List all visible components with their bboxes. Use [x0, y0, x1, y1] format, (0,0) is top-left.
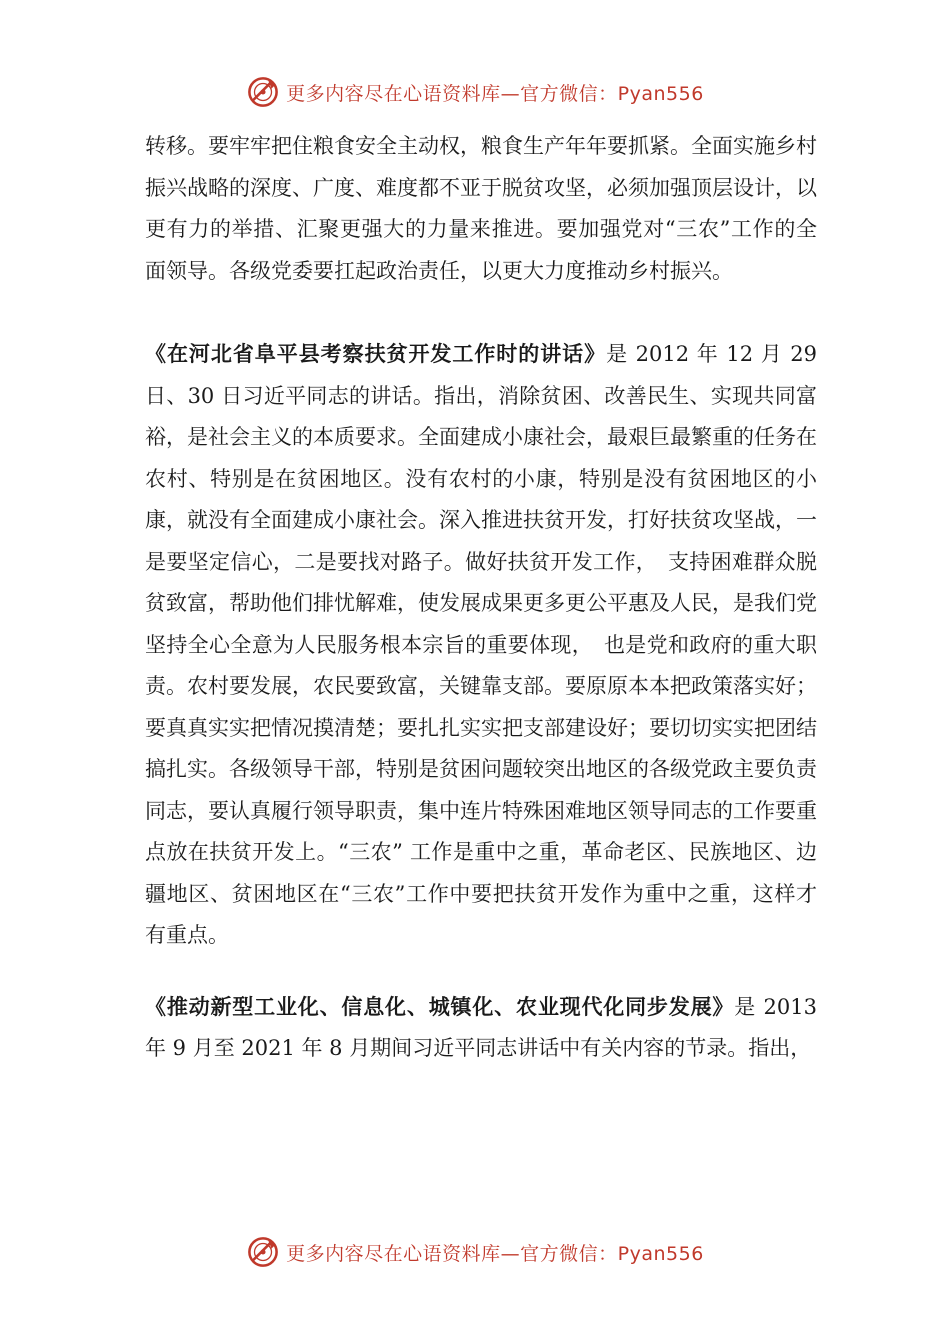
paragraph-3	[145, 987, 817, 1070]
paragraph-3-title: 《推动新型工业化、信息化、城镇化、农业现代化同步发展》	[145, 994, 735, 1019]
seal-logo-icon	[246, 75, 280, 109]
seal-logo-icon	[246, 1235, 280, 1269]
watermark-text: 更多内容尽在心语资料库—官方微信：Pyan556	[286, 1242, 704, 1265]
footer-watermark	[0, 1232, 950, 1272]
paragraph-1	[145, 126, 817, 292]
paragraph-2-body: 是 2012 年 12 月 29 日、30 日习近平同志的讲话。指出，消除贫困、改善民生、实现共同富裕，是社会主义的本质要求。全面建成小康社会，最艰巨最繁重的任务在农村、特别是在贫困地区。没有农村的小康，特别是没有贫困地区的小康，就没有全面建成小康社会。深入推进扶贫开发，打好扶贫攻坚战，一是要坚定信心，二是要找对路子。做好扶贫开发工作， 支持困难群众脱贫致富，帮助他们排忧解难，使发展成果更多更公平惠及人民，是我们党坚持全心全意为人民服务根本宗旨的重要体现， 也是党和政府的重大职责。农村要发展，农民要致富，关键靠支部。要原原本本把政策落实好；要真真实实把情况摸清楚；要扎扎实实把支部建设好；要切切实实把团结搞扎实。各级领导干部，特别是贫困问题较突出地区的各级党政主要负责同志，要认真履行领导职责，集中连片特殊困难地区领导同志的工作要重点放在扶贫开发上。“三农” 工作是重中之重，革命老区、民族地区、边疆地区、贫困地区在“三农”工作中要把扶贫开发作为重中之重，这样才有重点。	[145, 342, 818, 947]
paragraph-3-body: 是 2013 年 9 月至 2021 年 8 月期间习近平同志讲话中有关内容的节录。指出，	[145, 994, 817, 1060]
header-watermark	[0, 72, 950, 112]
paragraph-2	[145, 334, 817, 957]
paragraph-1-body: 转移。要牢牢把住粮食安全主动权，粮食生产年年要抓紧。全面实施乡村振兴战略的深度、广度、难度都不亚于脱贫攻坚，必须加强顶层设计，以更有力的举措、汇聚更强大的力量来推进。要加强党对“三农”工作的全面领导。各级党委要扛起政治责任，以更大力度推动乡村振兴。	[145, 134, 817, 283]
paragraph-2-title: 《在河北省阜平县考察扶贫开发工作时的讲话》	[145, 342, 607, 366]
watermark-text: 更多内容尽在心语资料库—官方微信：Pyan556	[286, 82, 704, 105]
document-body	[145, 126, 817, 1070]
